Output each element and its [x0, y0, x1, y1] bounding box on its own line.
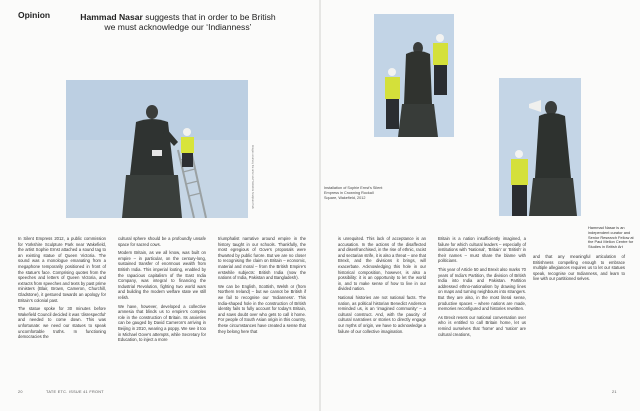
paragraph: This year of Article 50 and Brexit also marks 70 years of India’s Partition, the division of British India into India and Pakistan. Partition addressed ethno-nationalism by drawing lines on maps and turning neighbours into strangers. But they are also, in the most literal sense, productive spaces – where nations are made, memories reconfigured and histories rewritten. [438, 266, 526, 312]
paragraph: We can be English, Scottish, Welsh or (from Northern Ireland) – but we cannot be British if we fail to recognise our ‘Indianness’. This India-shaped hole in the construction of British identity fails to fully account for today’s Britain, and sows doubt over who gets to call it home. For people of South Asian origin in this country, these circumstances have created a sense that they belong here that [218, 283, 306, 334]
body-column-1 [18, 236, 106, 343]
page-number-right: 21 [612, 390, 617, 394]
page-number-left: 20 [18, 390, 23, 394]
body-column-5 [438, 236, 526, 340]
paragraph: Modern Britain, as we all know, was built on empire – in particular, on the century-long, sustained transfer of enormous wealth from British India. This imperial looting, enabled by the rapacious capitalism of the East India Company, was integral to financing the Industrial Revolution, fighting two world wars and building the modern welfare state we still relish. [118, 250, 206, 300]
statue-ladder-photo [66, 80, 248, 218]
section-label: Opinion [18, 10, 51, 20]
running-head: TATE ETC. ISSUE 41 FRONT [46, 390, 104, 394]
paragraph: cultural sphere should be a profoundly unsafe space for sacred cows. [118, 236, 206, 247]
paragraph: In Silent Empress 2012, a public commission for Yorkshire Sculpture Park near Wakefield, the artist Sophie Ernst attached a sound tag to an existing statue of Queen Victoria. The sound was a monologue emanating from a megaphone temporarily positioned in front of the statue’s face. Comprising quotes from the speeches and letters of Queen Victoria, and extracts from speeches and texts by past prime ministers (Blair, Brown, Cameron, Churchill, Gladstone), it gestured towards an apology for Britain’s colonial past. [18, 236, 106, 303]
body-column-3 [218, 236, 306, 337]
installation-caption: Installation of Sophie Ernst’s Silent Empress in Crowning Rockall Square, Wakefield, 2012 [324, 186, 383, 200]
statue-megaphone-photo [499, 78, 581, 216]
body-column-4 [338, 236, 426, 337]
author-bio-caption: Hammad Nasar is an independent curator and Senior Research Fellow at the Paul Mellon Centre for Studies in British Art [588, 225, 634, 250]
body-column-2 [118, 236, 206, 346]
paragraph: As Brexit resets our national conversation over who is entitled to call Britain home, let us remind ourselves that ‘home’ and ‘nation’ are cultural creations, [438, 314, 526, 337]
photo-credit: Images courtesy the artist and Yorkshire Sculpture Park [251, 145, 254, 209]
headline-text: suggests that in order to be British we must acknowledge our ‘Indianness’ [104, 12, 276, 33]
paragraph: National histories are not national facts. The nation, as political historian Benedict Anderson reminded us, is an ‘imagined community’ – a cultural construct. And, with the paucity of cultural narratives or stories to directly engage our myths of origin, we have to acknowledge a failure of our collective imagination. [338, 294, 426, 334]
paragraph: Britain is a nation insufficiently imagined, a failure for which cultural leaders – especially of institutions with ‘National’, ‘Britain’ or ‘British’ in their names – must share the blame with politicians. [438, 236, 526, 264]
workers-statue-photo [374, 14, 454, 137]
right-page [321, 0, 640, 411]
headline [78, 12, 278, 33]
paragraph: The statue spoke for 30 minutes before Wakefield Council decided it was ‘disrespectful’ and needed to come down. This was unfortunate: we need our statues to speak uncomfortable truths. In functioning democracies the [18, 306, 106, 340]
body-column-6 [533, 254, 625, 285]
paragraph: triumphalist narrative around empire in the history taught in our schools. Thankfully, the most egregious of Gove’s proposals were thwarted by public furore. But we are no closer to recognising the claim on Britain – economic, material and moral – from the British Empire’s erstwhile subjects: British India (now the nations of India, Pakistan and Bangladesh). [218, 236, 306, 281]
paragraph: is unrequited. This lack of acceptance is an accusation. In the actions of the disaffected and disenfranchised, in the rise of ethnic, racist and sectarian strife, it is also a threat – one that Brexit, and the divisions it brings, will exacerbate. Acknowledging this hole in our historical composition, however, is also a possibility: it is an opportunity to let the world in, and to make sense of how to live in our divided nation. [338, 236, 426, 292]
headline-author: Hammad Nasar [80, 12, 143, 22]
paragraph: and that any meaningful articulation of Britishness compelling enough to embrace multiple allegiances requires us to let our statues speak, recognise our Indianness, and learn to live with our partitioned selves. [533, 254, 625, 282]
paragraph: We have, however, developed a collective amnesia that blinds us to empire’s complex role in the construction of Britain. Its anxieties can be gauged by David Cameron’s arriving in Beijing in 2010, wearing a poppy. We see it too in Michael Gove’s attempts, while Secretary for Education, to inject a more [118, 303, 206, 343]
